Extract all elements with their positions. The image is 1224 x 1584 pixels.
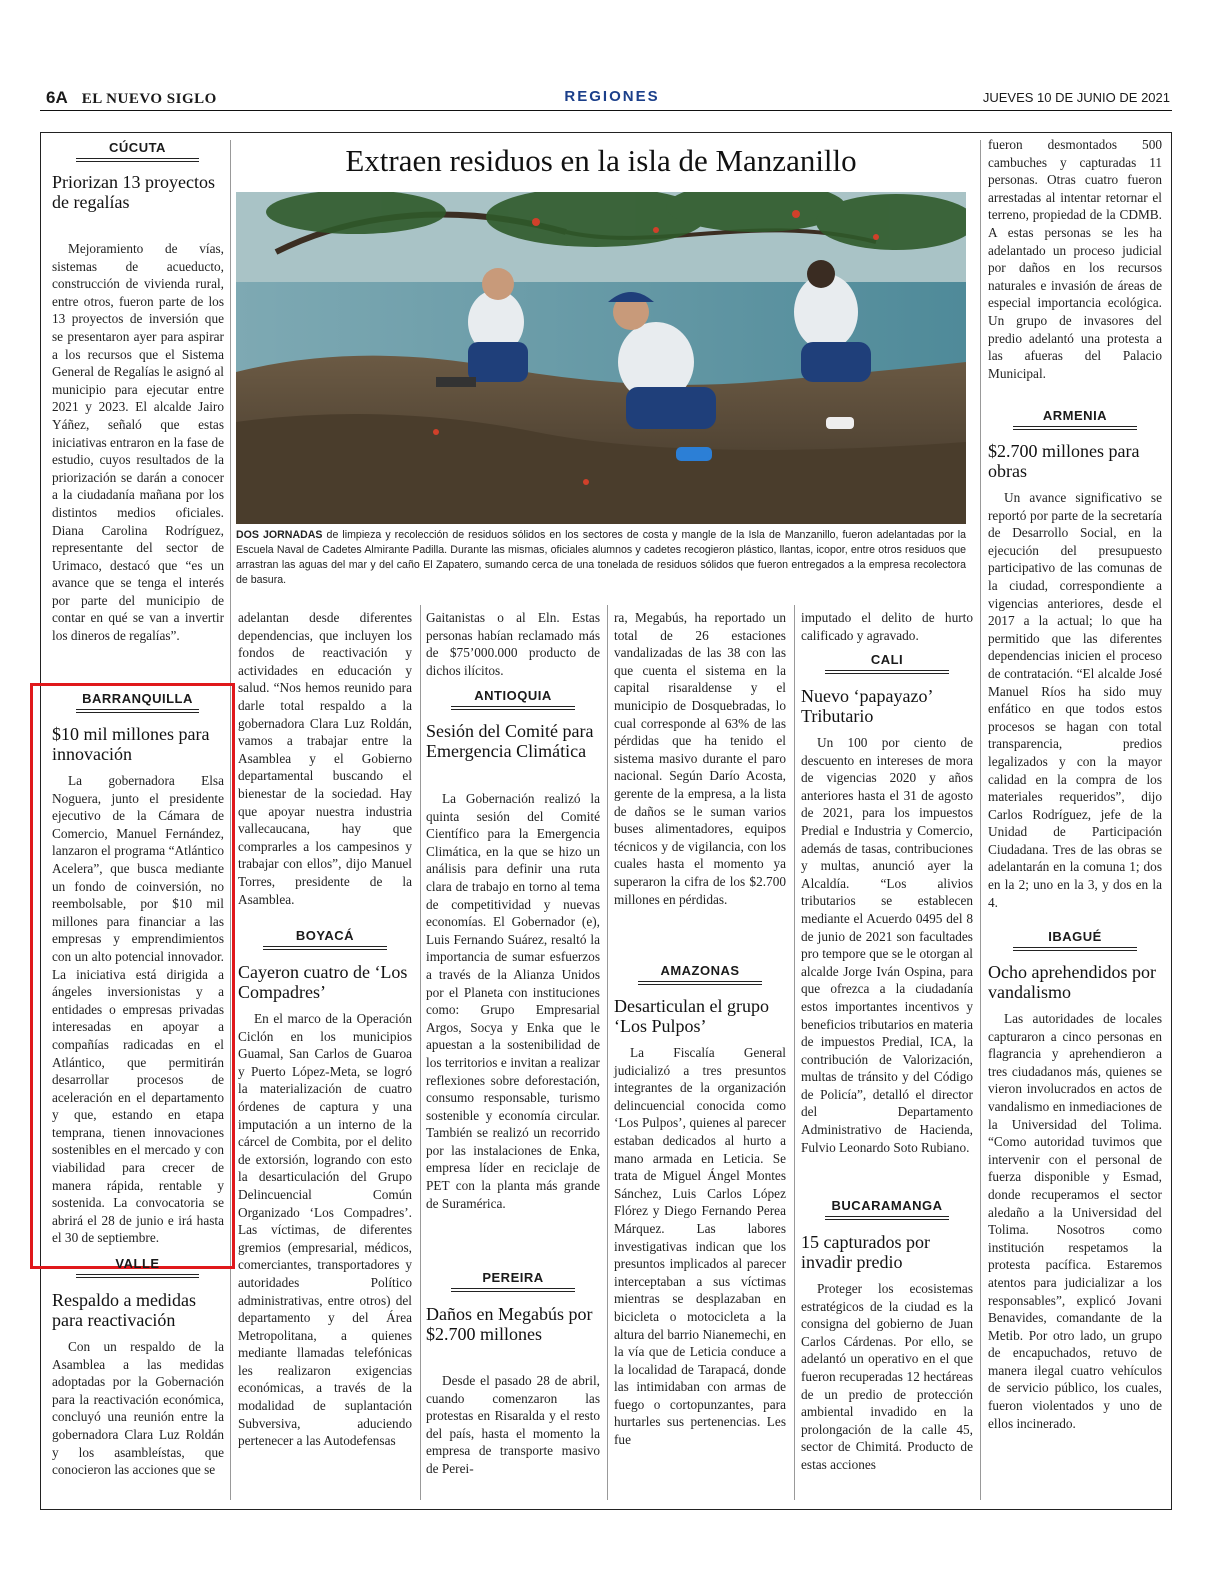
caption-lead: DOS JORNADAS — [236, 529, 323, 541]
section-label-armenia: ARMENIA — [986, 408, 1164, 430]
main-headline: Extraen residuos en la isla de Manzanillo — [345, 143, 857, 178]
section-label-cucuta: CÚCUTA — [50, 140, 225, 162]
article-body-pereira: Desde el pasado 28 de abril, cuando comenzaron las protestas en Risaralda y el resto del país, hasta el momento la empresa de transporte masivo de Perei- — [426, 1373, 600, 1476]
publication-name: EL NUEVO SIGLO — [81, 91, 217, 107]
article-body-pereira-continued: ra, Megabús, ha reportado un total de 26 estaciones vandalizadas de las 38 con las que cuenta el sistema en la capital risaraldense y el municipio de Dosquebradas, lo cual corresponde al 63% de las pérdidas que ha tenido el sistema masivo durante el paro nacional. Según Darío Acosta, gerente de la empresa, a la lista de daños se le suman varios buses alimentadores, equipos técnicos y de vigilancia, con los cuales hasta el momento ya superaron la cifra de los $2.700 millones en pérdidas. — [614, 610, 786, 907]
article-body-ibague: Las autoridades de locales capturaron a cinco personas en flagrancia y aprehendieron a tres ciudadanos más, quienes se vieron involucrados en actos de vandalismo en inmediaciones de la Universidad del Tolima. “Como autoridad tuvimos que intervenir con el personal de fuerza disponible y Esmad, donde recuperamos el sector aledaño a la Universidad del Tolima. Nosotros como institución respetamos la protesta pacífica. Estaremos atentos para judicializar a los responsables”, explicó Jovani Benavides, comandante de la Metib. Por otro lado, un grupo de encapuchados, retuvo de manera ilegal cuatro vehículos de servicio público, los cuales, fueron violentados y uno de ellos incinerado. — [988, 1011, 1162, 1431]
article-body-amazonas: La Fiscalía General judicializó a tres presuntos integrantes de la organización delincuencial conocida como ‘Los Pulpos’, quienes al parecer estaban dedicados al hurto a mano armada en Leticia. Se trata de Miguel Ángel Montes Sánchez, Luis Carlos López Flórez y Diego Fernando Perea Márquez. Las labores investigativas indican que los presuntos implicados al parecer interceptaban a sus víctimas mientras se desplazaban en bicicleta o motocicleta a la altura del barrio Nianemechi, en la vía que de Leticia conduce a la localidad de Tarapacá, donde las intimidaban con armas de fuego o cortopunzantes, para hurtarles sus pertenencias. Les fue — [614, 1045, 786, 1448]
article-body-antioquia: La Gobernación realizó la quinta sesión del Comité Científico para la Emergencia Climática, en la que se hizo un análisis para definir una ruta clara de trabajo en torno al tema de competitividad y nuevas economías. El Gobernador (e), Luis Fernando Suárez, resaltó la importancia de sumar esfuerzos a través de la Alianza Unidos por el Planeta con instituciones como: Grupo Empresarial Argos, Socya y Enka que le apuestan a la sostenibilidad de los territorios e invitan a realizar reflexiones sobre deforestación, consumo responsable, turismo sostenible y economía circular. También se realizó un recorrido por las instalaciones de Enka, empresa líder en reciclaje de PET con la planta más grande de Suramérica. — [426, 791, 600, 1211]
cleanup-photo-illustration — [236, 192, 966, 524]
article-body-barranquilla: La gobernadora Elsa Noguera, junto el presidente ejecutivo de la Cámara de Comercio, Manuel Fernández, lanzaron el programa “Atlántico Acelera”, que busca mediante un fondo de coinversión, no reembolsable, por $10 mil millones para financiar a las empresas y emprendimientos con un alto potencial innovador. La iniciativa está dirigida a ángeles inversionistas y a entidades o empresas privadas interesadas en apoyar a compañías radicadas en el Atlántico, que permitirán desarrollar procesos de aceleración en el departamento y que, estando en etapa temprana, tienen innovaciones sostenibles en el mercado y con viabilidad para crecer de manera rápida, rentable y sostenida. La convocatoria se abrirá el 28 de junio e irá hasta el 30 de septiembre. — [52, 773, 224, 1246]
article-body-boyaca-continued: Gaitanistas o al Eln. Estas personas habían reclamado más de $75’000.000 producto de dichos ilícitos. — [426, 610, 600, 678]
article-title-ibague: Ocho aprehendidos por vandalismo — [988, 962, 1156, 1002]
section-label-pereira: PEREIRA — [424, 1270, 602, 1292]
caption-text: de limpieza y recolección de residuos sólidos en los sectores de costa y mangle de la Isla de Manzanillo, fueron adelantadas por la Escuela Naval de Cadetes Almirante Padilla. Durante las mismas, oficiales alumnos y cadetes recogieron plástico, llantas, icopor, entre otros residuos que arrastran las aguas del mar y del caño El Zapatero, sumando cerca de una tonelada de residuos sólidos que fueron entregados a la empresa recolectora de basura. — [236, 529, 967, 586]
section-label-cali: CALI — [799, 652, 975, 674]
column-divider — [607, 605, 608, 1500]
column-divider — [980, 140, 981, 1500]
article-body-amazonas-continued: imputado el delito de hurto calificado y agravado. — [801, 610, 973, 643]
photo-caption — [236, 528, 966, 588]
article-title-boyaca: Cayeron cuatro de ‘Los Compadres’ — [238, 962, 408, 1002]
article-body-boyaca: En el marco de la Operación Ciclón en los municipios Guamal, San Carlos de Guaroa y Puerto López-Meta, se logró la materialización de cuatro órdenes de captura y una imputación a un interno de la cárcel de Combita, por el delito de extorsión, logrando con esto la desarticulación del Grupo Delincuencial Común Organizado ‘Los Compadres’. Las víctimas, de diferentes gremios (empresarial, médicos, comerciantes, transportadores y autoridades Político administrativas, entre otros) del departamento y del Área Metropolitana, a quienes mediante llamadas telefónicas les realizaron exigencias económicas, a través de la modalidad de suplantación Subversiva, aduciendo pertenecer a las Autodefensas — [238, 1011, 412, 1449]
section-label-amazonas: AMAZONAS — [612, 963, 788, 985]
section-label-ibague: IBAGUÉ — [986, 929, 1164, 951]
article-title-bucaramanga: 15 capturados por invadir predio — [801, 1232, 930, 1272]
section-label-barranquilla: BARRANQUILLA — [50, 691, 225, 713]
section-title: REGIONES — [564, 88, 660, 105]
section-label-boyaca: BOYACÁ — [236, 928, 414, 950]
column-divider — [420, 605, 421, 1500]
article-body-cucuta: Mejoramiento de vías, sistemas de acueducto, construcción de vivienda rural, entre otros, fueron parte de los 13 proyectos de inversión que se presentaron ayer para aspirar a los recursos que el Sistema General de Regalías le asignó al municipio para ejecutar entre 2021 y 2023. El alcalde Jairo Yáñez, señaló que estas iniciativas entraron en la fase de estudio, cuyos resultados de la priorización se darán a conocer a la ciudadanía mañana por los distintos medios oficiales. Diana Carolina Rodríguez, representante del sector de Urimaco, destacó que “es un avance que se tenga el interés por parte del municipio de contar en qué se van a invertir los dineros de regalías”. — [52, 241, 224, 644]
article-title-barranquilla: $10 mil millones para innovación — [52, 724, 210, 764]
article-title-amazonas: Desarticulan el grupo ‘Los Pulpos’ — [614, 996, 769, 1036]
article-body-bucaramanga: Proteger los ecosistemas estratégicos de la ciudad es la consigna del gobierno de Juan Carlos Cárdenas. Por ello, se adelantó un operativo en el que fueron recuperadas 12 hectáreas de un predio de protección ambiental invadido en la prolongación de la calle 45, sector de Chimitá. Producto de estas acciones — [801, 1281, 973, 1472]
article-title-pereira: Daños en Megabús por $2.700 millones — [426, 1304, 593, 1344]
section-label-bucaramanga: BUCARAMANGA — [799, 1198, 975, 1220]
article-body-cali: Un 100 por ciento de descuento en intereses de mora de vigencias 2020 y años anteriores hasta el 31 de agosto de 2021, para los impuestos Predial e Industria y Comercio, además de tasas, contribuciones y multas, anunció ayer la Alcaldía. “Los alivios tributarios se establecen mediante el Acuerdo 0495 del 8 de junio de 2021 son facultades pro tempore que se le otorgan al alcalde Jorge Iván Ospina, para que ofrezca a la ciudadanía estos importantes incentivos y beneficios tributarios en materia de impuestos Predial, ICA, la contribución de Valorización, multas de tránsito y del Código de Policía”, detalló el director del Departamento Administrativo de Hacienda, Fulvio Leonardo Soto Rubiano. — [801, 735, 973, 1155]
page-number: 6A — [46, 88, 68, 107]
section-label-valle: VALLE — [50, 1256, 225, 1278]
column-divider — [794, 605, 795, 1500]
article-body-valle-continued: adelantan desde diferentes dependencias, que incluyen los fondos de reactivación y actividades en educación y salud. “Nos hemos reunido para darle total respaldo a la gobernadora Clara Luz Roldán, vamos a trabajar entre la Asamblea y el Gobierno departamental buscando el bienestar de la sociedad. Hay que apoyar nuestra industria vallecaucana, hay que comprarles a los campesinos y trabajar con ellos”, dijo Manuel Torres, presidente de la Asamblea. — [238, 610, 412, 907]
main-photo — [236, 192, 966, 524]
header-rule — [40, 110, 1172, 111]
article-body-bucaramanga-continued: fueron desmontados 500 cambuches y capturadas 11 personas. Otras cuatro fueron arrestadas al intentar retornar el terreno, propiedad de la CDMB. A estas personas se les ha adelantado un proceso judicial por daños en los recursos naturales e invasión de áreas de especial importancia ecológica. Un grupo de invasores del predio adelantó una protesta a las afueras del Palacio Municipal. — [988, 137, 1162, 381]
page-header-left — [46, 88, 217, 108]
article-body-valle: Con un respaldo de la Asamblea a las medidas adoptadas por la Gobernación para la reactivación económica, concluyó una reunión entre la gobernadora Clara Luz Roldán y los asambleístas, que conocieron las acciones que se — [52, 1339, 224, 1478]
issue-date: JUEVES 10 DE JUNIO DE 2021 — [982, 90, 1170, 105]
article-body-armenia: Un avance significativo se reportó por parte de la secretaría de Desarrollo Social, en la ejecución del presupuesto participativo de las comunas de la ciudad, correspondiente a vigencias anteriores, desde el 2017 a la actual; lo que ha permitido que las diferentes dependencias inicien el proceso de contratación. “El alcalde José Manuel Ríos ha sido muy enfático en que todos estos procesos se hagan con total transparencia, predios legalizados y con la mayor calidad en la compra de los materiales requeridos”, dijo Carlos Rodríguez, jefe de la Unidad de Participación Ciudadana. Tres de las obras se adelantarán en la comuna 1; dos en la 2; uno en la 3, y dos en la 4. — [988, 490, 1162, 910]
article-title-valle: Respaldo a medidas para reactivación — [52, 1290, 196, 1330]
article-title-antioquia: Sesión del Comité para Emergencia Climática — [426, 721, 594, 761]
article-title-cali: Nuevo ‘papayazo’ Tributario — [801, 686, 933, 726]
article-title-cucuta: Priorizan 13 proyectos de regalías — [52, 172, 215, 212]
article-title-armenia: $2.700 millones para obras — [988, 441, 1140, 481]
section-label-antioquia: ANTIOQUIA — [424, 688, 602, 710]
